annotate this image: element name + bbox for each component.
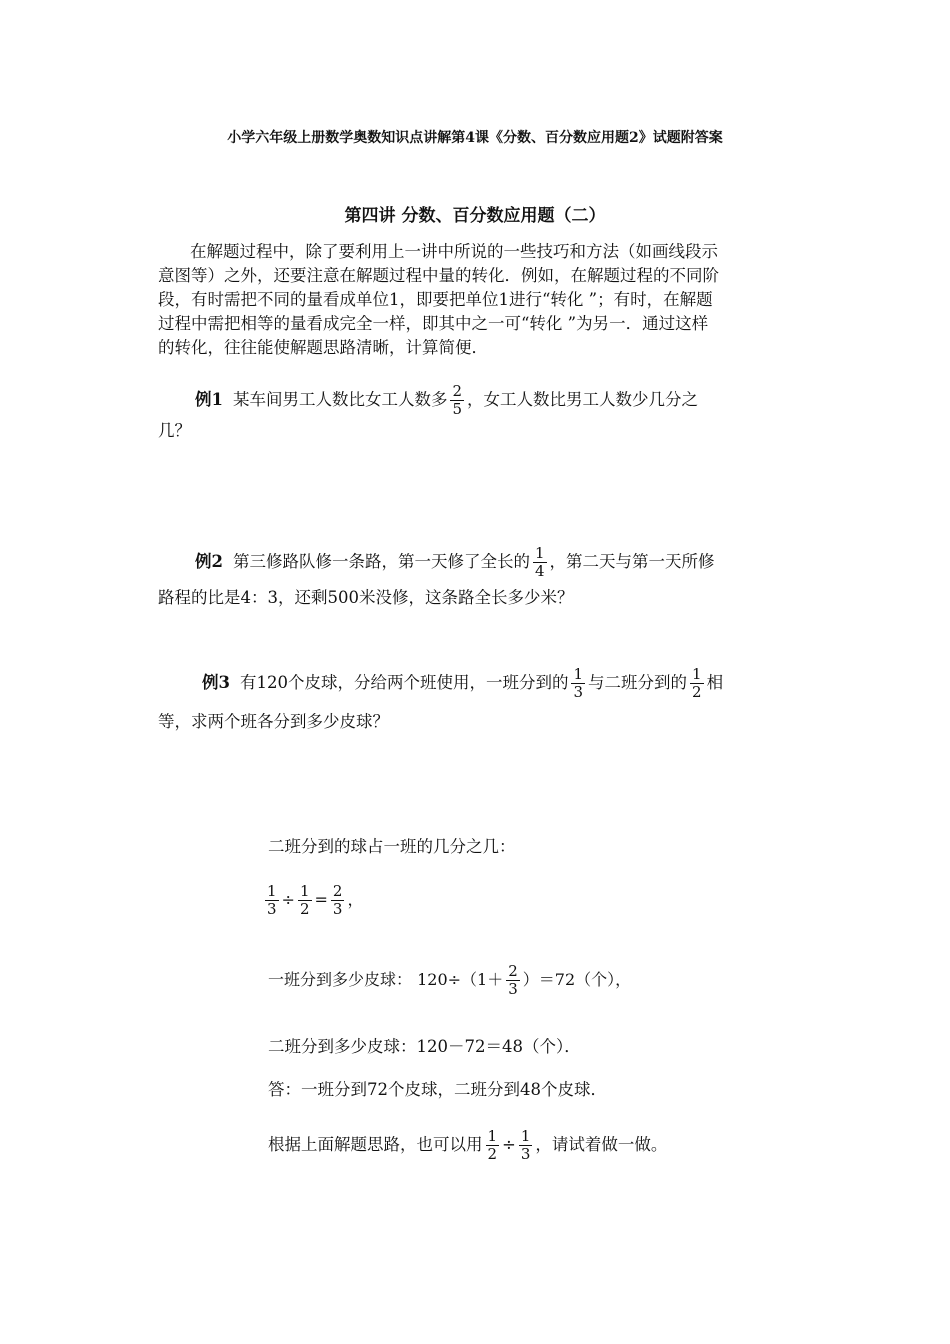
example-3-line-2: 等，求两个班各分到多少皮球？	[158, 712, 389, 731]
fraction-numerator: 2	[452, 382, 463, 400]
fraction-1-4	[533, 545, 547, 580]
fraction-denominator: 2	[692, 683, 702, 701]
intro-line-5: 的转化，往往能使解题思路清晰，计算简便．	[158, 338, 488, 357]
fraction-numerator: 1	[692, 665, 702, 683]
lecture-title: 第四讲 分数、百分数应用题（二）	[344, 206, 606, 226]
intro-line-3: 段，有时需把不同的量看成单位1，即要把单位1进行“转化 ”；有时，在解题	[158, 290, 713, 309]
divide-sign: ÷	[281, 890, 295, 909]
example-2-text-a: 第三修路队修一条路，第一天修了全长的	[232, 552, 530, 571]
fraction-denominator: 3	[332, 900, 343, 918]
solution-line-4: 二班分到多少皮球：120－72＝48（个）．	[268, 1037, 581, 1056]
equation-tail: ，	[347, 890, 364, 909]
example-3-text-a: 有120个皮球，分给两个班使用，一班分到的	[239, 673, 569, 692]
solution-answer: 答：一班分到72个皮球，二班分到48个皮球．	[268, 1080, 607, 1099]
fraction-denominator: 5	[452, 400, 463, 418]
fraction-1-2	[298, 883, 312, 918]
example-2-text-b: ，第二天与第一天所修	[549, 552, 715, 571]
example-2-line-1	[195, 545, 715, 580]
fraction-1-3	[519, 1128, 533, 1163]
fraction-2-3	[331, 883, 345, 918]
solution-line-6-text-b: ，请试着做一做。	[535, 1135, 668, 1154]
fraction-1-2	[486, 1128, 500, 1163]
intro-line-4: 过程中需把相等的量看成完全一样，即其中之一可“转化 ”为另一．通过这样	[158, 314, 709, 333]
example-1-text-a: 某车间男工人数比女工人数多	[232, 390, 448, 409]
equals-sign: =	[314, 890, 328, 909]
fraction-denominator: 2	[487, 1145, 498, 1163]
fraction-1-3	[571, 666, 585, 701]
fraction-numerator: 1	[487, 1127, 498, 1145]
fraction-numerator: 1	[520, 1127, 531, 1145]
solution-line-1: 二班分到的球占一班的几分之几：	[268, 837, 516, 856]
solution-line-3-text-b: ）＝72（个），	[522, 970, 632, 989]
fraction-denominator: 3	[520, 1145, 531, 1163]
example-1-line-1	[195, 383, 698, 418]
fraction-denominator: 3	[573, 683, 584, 701]
example-3-text-c: 相	[706, 673, 724, 692]
example-2-line-2: 路程的比是4：3，还剩500米没修，这条路全长多少米？	[158, 588, 574, 607]
solution-equation-1	[262, 883, 363, 918]
fraction-denominator: 3	[267, 900, 277, 918]
example-2-label: 例2	[195, 552, 223, 571]
solution-line-6	[268, 1128, 667, 1163]
fraction-denominator: 3	[508, 980, 518, 998]
example-1-label: 例1	[195, 390, 223, 409]
fraction-numerator: 1	[573, 665, 584, 683]
solution-line-3	[268, 963, 631, 998]
example-3-text-b: 与二班分到的	[588, 673, 688, 692]
example-1-text-b: ，女工人数比男工人数少几分之	[467, 390, 699, 409]
fraction-2-3	[506, 963, 520, 998]
example-3-label: 例3	[202, 673, 230, 692]
fraction-numerator: 2	[332, 882, 343, 900]
example-1-line-2: 几？	[158, 421, 191, 440]
fraction-2-5	[450, 383, 464, 418]
fraction-denominator: 2	[299, 900, 310, 918]
fraction-numerator: 2	[508, 962, 518, 980]
document-title: 小学六年级上册数学奥数知识点讲解第4课《分数、百分数应用题2》试题附答案	[227, 130, 723, 146]
example-3-line-1	[202, 666, 723, 701]
fraction-1-3	[265, 883, 279, 918]
fraction-numerator: 1	[299, 882, 310, 900]
fraction-numerator: 1	[534, 544, 545, 562]
intro-line-2: 意图等）之外，还要注意在解题过程中量的转化．例如，在解题过程的不同阶	[158, 266, 719, 285]
fraction-denominator: 4	[534, 562, 545, 580]
divide-sign: ÷	[502, 1135, 516, 1154]
solution-line-3-text-a: 一班分到多少皮球： 120÷（1＋	[268, 970, 504, 989]
intro-line-1: 在解题过程中，除了要利用上一讲中所说的一些技巧和方法（如画线段示	[190, 242, 718, 261]
fraction-numerator: 1	[267, 882, 277, 900]
solution-line-6-text-a: 根据上面解题思路，也可以用	[268, 1135, 483, 1154]
fraction-1-2	[690, 666, 704, 701]
